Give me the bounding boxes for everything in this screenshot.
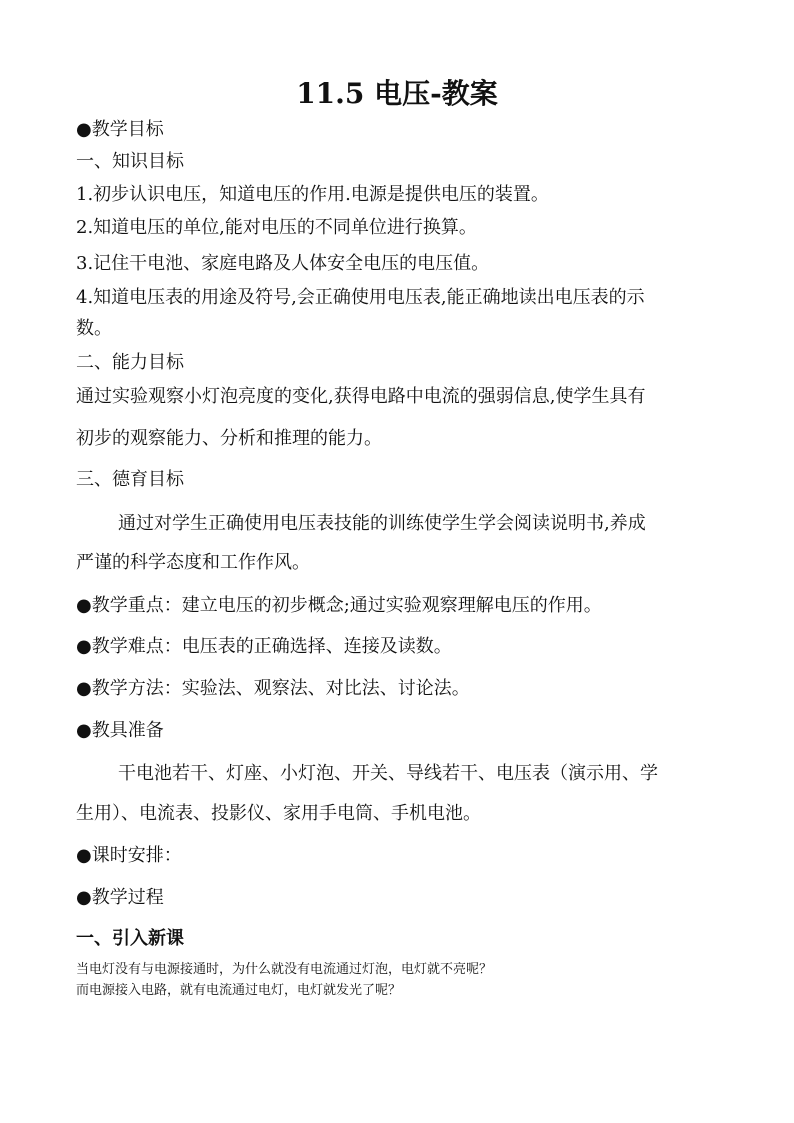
equipment-text-2: 生用）、电流表、投影仪、家用手电筒、手机电池。	[76, 803, 481, 824]
equipment-text-1: 干电池若干、灯座、小灯泡、开关、导线若干、电压表（演示用、学	[118, 763, 658, 784]
heading-teaching-goals: ●教学目标	[76, 119, 164, 140]
goal-item-3: 3.记住干电池、家庭电路及人体安全电压的电压值。	[76, 253, 490, 274]
teaching-methods: ●教学方法：实验法、观察法、对比法、讨论法。	[76, 678, 470, 699]
intro-question-2: 而电源接入电路，就有电流通过电灯，电灯就发光了呢？	[76, 983, 402, 998]
moral-text-2: 严谨的科学态度和工作作风。	[76, 552, 310, 573]
heading-ability-goals: 二、能力目标	[76, 352, 184, 373]
document-title: 11.5 电压-教案	[296, 77, 498, 110]
difficult-points: ●教学难点：电压表的正确选择、连接及读数。	[76, 636, 452, 657]
class-schedule: ●课时安排：	[76, 845, 182, 866]
goal-item-1: 1.初步认识电压，知道电压的作用.电源是提供电压的装置。	[76, 184, 549, 205]
intro-question-1: 当电灯没有与电源接通时，为什么就没有电流通过灯泡，电灯就不亮呢？	[76, 962, 493, 977]
goal-item-4-cont: 数。	[76, 318, 112, 339]
heading-teaching-process: ●教学过程	[76, 887, 164, 908]
heading-introduce-lesson: 一、引入新课	[76, 928, 184, 949]
goal-item-4: 4.知道电压表的用途及符号,会正确使用电压表,能正确地读出电压表的示	[76, 287, 645, 308]
moral-text-1: 通过对学生正确使用电压表技能的训练使学生学会阅读说明书,养成	[118, 513, 646, 534]
ability-text-1: 通过实验观察小灯泡亮度的变化,获得电路中电流的强弱信息,使学生具有	[76, 386, 646, 407]
goal-item-2: 2.知道电压的单位,能对电压的不同单位进行换算。	[76, 217, 477, 238]
heading-equipment: ●教具准备	[76, 720, 164, 741]
heading-moral-goals: 三、德育目标	[76, 469, 184, 490]
heading-knowledge-goals: 一、知识目标	[76, 151, 184, 172]
key-points: ●教学重点：建立电压的初步概念;通过实验观察理解电压的作用。	[76, 595, 602, 616]
ability-text-2: 初步的观察能力、分析和推理的能力。	[76, 428, 382, 449]
